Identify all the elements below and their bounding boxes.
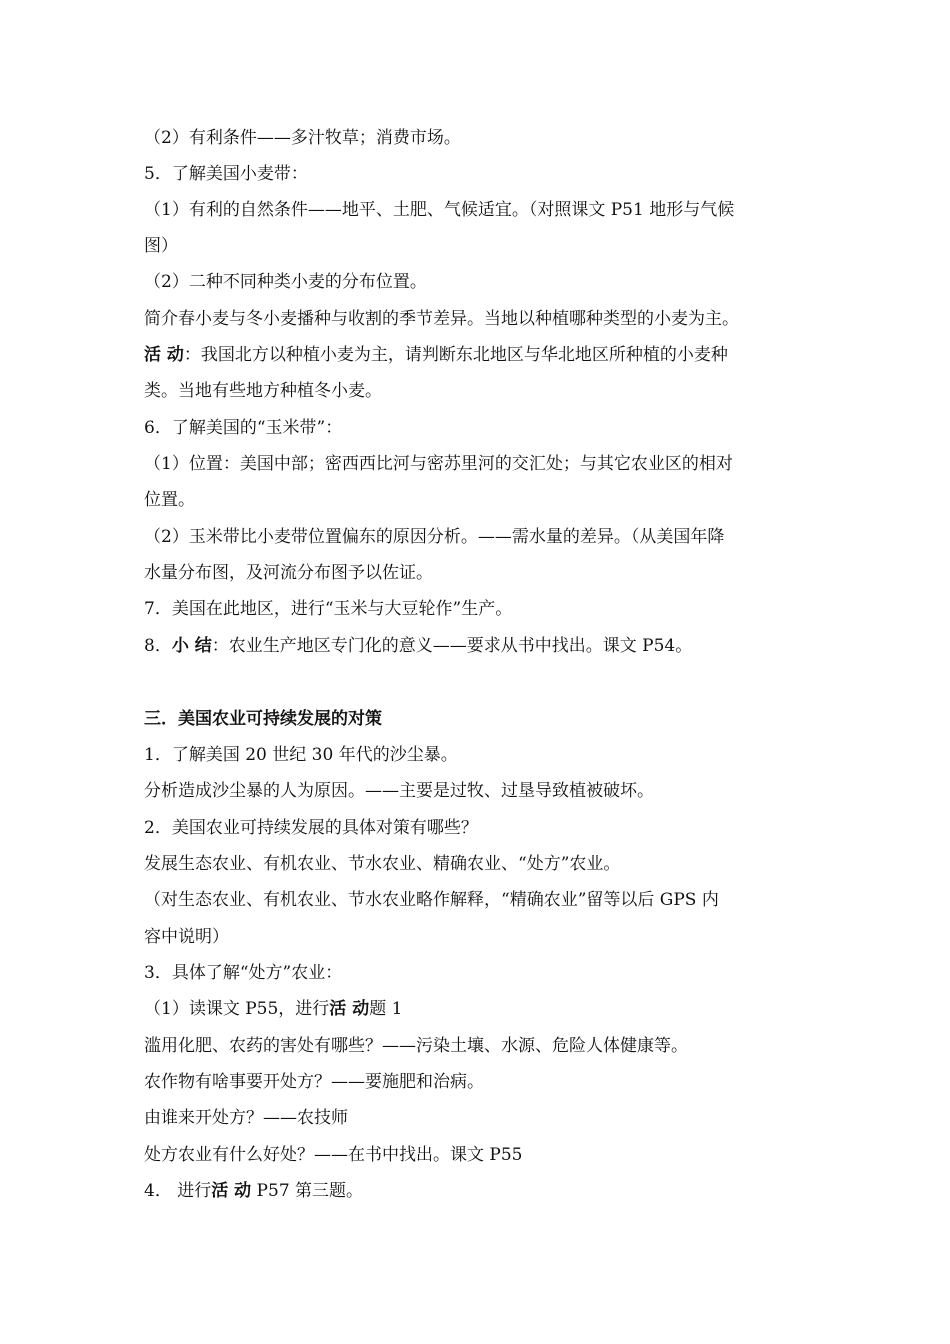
activity-line-2 xyxy=(144,997,402,1021)
line-text: 简介春小麦与冬小麦播种与收割的季节差异。当地以种植哪种类型的小麦为主。 xyxy=(144,309,739,329)
line-prefix: 8． xyxy=(144,636,172,656)
line-text: ：我国北方以种植小麦为主，请判断东北地区与华北地区所种植的小麦种 xyxy=(183,345,728,365)
line-text: （对生态农业、有机农业、节水农业略作解释，“精确农业”留等以后 GPS 内 xyxy=(144,890,719,910)
line-prefix: 4． 进行 xyxy=(144,1181,212,1201)
heading-text: 三．美国农业可持续发展的对策 xyxy=(144,709,382,729)
line-text: 位置。 xyxy=(144,490,195,510)
line-text: 处方农业有什么好处？——在书中找出。课文 P55 xyxy=(144,1145,523,1165)
activity-line-3 xyxy=(144,1179,363,1203)
line-text: 2．美国农业可持续发展的具体对策有哪些？ xyxy=(144,818,478,838)
text-line-12 xyxy=(144,525,724,549)
activity-label: 活 动 xyxy=(144,345,184,365)
text-line-5 xyxy=(144,270,427,294)
line-text: 3．具体了解“处方”农业： xyxy=(144,963,343,983)
summary-label: 小 结 xyxy=(171,636,212,656)
line-text: 题 1 xyxy=(369,999,403,1019)
activity-label: 活 动 xyxy=(329,999,370,1019)
line-text: 发展生态农业、有机农业、节水农业、精确农业、“处方”农业。 xyxy=(144,854,621,874)
text-line-22 xyxy=(144,925,229,949)
item-6-title xyxy=(144,416,342,440)
line-text: 6．了解美国的“玉米带”： xyxy=(144,418,343,438)
line-text: P57 第三题。 xyxy=(251,1181,364,1201)
line-text: （2）玉米带比小麦带位置偏东的原因分析。——需水量的差异。（从美国年降 xyxy=(144,527,725,547)
line-text: 水量分布图，及河流分布图予以佐证。 xyxy=(144,563,433,583)
line-text: （2）有利条件——多汁牧草；消费市场。 xyxy=(144,128,461,148)
section-3-item-3 xyxy=(144,961,342,985)
line-text: 滥用化肥、农药的害处有哪些？——污染土壤、水源、危险人体健康等。 xyxy=(144,1036,688,1056)
text-line-8 xyxy=(144,379,382,403)
activity-line-1 xyxy=(144,343,728,367)
line-text: 由谁来开处方？——农技师 xyxy=(144,1108,348,1128)
item-8-summary xyxy=(144,634,692,658)
text-line-27 xyxy=(144,1106,348,1130)
text-line-4 xyxy=(144,234,178,258)
line-text: 类。当地有些地方种植冬小麦。 xyxy=(144,381,382,401)
text-line-3 xyxy=(144,198,734,222)
text-line-28 xyxy=(144,1143,522,1167)
line-text: 图） xyxy=(144,236,178,256)
line-text: 1．了解美国 20 世纪 30 年代的沙尘暴。 xyxy=(144,745,458,765)
text-line-1 xyxy=(144,126,461,150)
section-3-item-1 xyxy=(144,743,458,767)
item-5-title xyxy=(144,162,308,186)
text-line-18 xyxy=(144,779,654,803)
line-text: （2）二种不同种类小麦的分布位置。 xyxy=(144,272,427,292)
line-text: 容中说明） xyxy=(144,927,229,947)
activity-label: 活 动 xyxy=(211,1181,252,1201)
text-line-11 xyxy=(144,488,195,512)
text-line-25 xyxy=(144,1034,688,1058)
text-line-20 xyxy=(144,852,620,876)
text-line-6 xyxy=(144,307,739,331)
line-text: （1）位置：美国中部；密西西比河与密苏里河的交汇处；与其它农业区的相对 xyxy=(144,454,733,474)
line-text: 7．美国在此地区，进行“玉米与大豆轮作”生产。 xyxy=(144,599,513,619)
section-3-item-2 xyxy=(144,816,478,840)
text-line-10 xyxy=(144,452,733,476)
line-prefix: （1）读课文 P55，进行 xyxy=(144,999,330,1019)
section-3-heading xyxy=(144,707,382,731)
text-line-13 xyxy=(144,561,433,585)
text-line-26 xyxy=(144,1070,484,1094)
item-7 xyxy=(144,597,512,621)
text-line-21 xyxy=(144,888,719,912)
line-text: （1）有利的自然条件——地平、土肥、气候适宜。（对照课文 P51 地形与气候 xyxy=(144,200,735,220)
line-text: 分析造成沙尘暴的人为原因。——主要是过牧、过垦导致植被破坏。 xyxy=(144,781,654,801)
line-text: 5．了解美国小麦带： xyxy=(144,164,308,184)
line-text: 农作物有啥事要开处方？——要施肥和治病。 xyxy=(144,1072,484,1092)
line-text: ：农业生产地区专门化的意义——要求从书中找出。课文 P54。 xyxy=(211,636,693,656)
